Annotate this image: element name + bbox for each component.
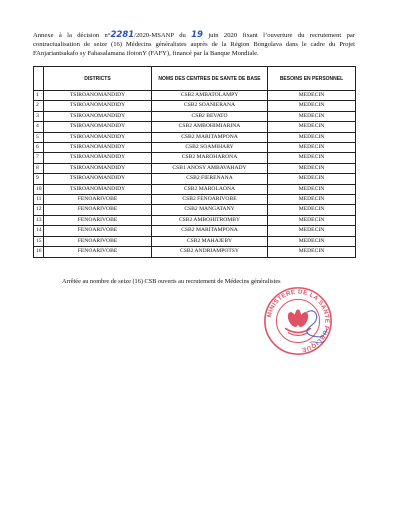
recruitment-table	[33, 66, 356, 258]
cell-district: FENOARIVOBE	[44, 215, 152, 225]
footer-note: Arrêtée au nombre de seize (16) CSB ouverts au recrutement de Médecins généralistes	[62, 278, 281, 285]
decision-day-handwritten: 19	[191, 30, 203, 40]
cell-besoin: MEDECIN	[268, 184, 356, 194]
table-header-row	[34, 67, 356, 91]
cell-besoin: MEDECIN	[268, 205, 356, 215]
cell-centre: CSB2 BEVATO	[152, 111, 268, 121]
cell-centre: CSB2 MAROHARONA	[152, 153, 268, 163]
cell-centre: CSB2 ANDRIAMPOTSY	[152, 247, 268, 257]
cell-num: 15	[34, 236, 44, 246]
cell-district: FENOARIVOBE	[44, 226, 152, 236]
table-row	[34, 122, 356, 132]
table-row	[34, 153, 356, 163]
intro-paragraph	[33, 31, 355, 58]
cell-besoin: MEDECIN	[268, 163, 356, 173]
table-row	[34, 226, 356, 236]
table-row	[34, 132, 356, 142]
table-row	[34, 236, 356, 246]
cell-num: 10	[34, 184, 44, 194]
cell-besoin: MEDECIN	[268, 174, 356, 184]
cell-centre: CSB2 FIERENANA	[152, 174, 268, 184]
cell-num: 5	[34, 132, 44, 142]
cell-besoin: MEDECIN	[268, 226, 356, 236]
intro-mid: /2020-MSANP du	[134, 32, 192, 39]
cell-centre: CSB2 MARITAMPONA	[152, 226, 268, 236]
cell-num: 7	[34, 153, 44, 163]
table-row	[34, 215, 356, 225]
cell-besoin: MEDECIN	[268, 101, 356, 111]
cell-district: FENOARIVOBE	[44, 236, 152, 246]
table-row	[34, 111, 356, 121]
cell-district: FENOARIVOBE	[44, 247, 152, 257]
cell-centre: CSB2 MAHAJEBY	[152, 236, 268, 246]
cell-num: 16	[34, 247, 44, 257]
table-row	[34, 163, 356, 173]
cell-centre: CSB2 MAROLAONA	[152, 184, 268, 194]
table-row	[34, 247, 356, 257]
cell-num: 9	[34, 174, 44, 184]
cell-centre: CSB2 AMBOHITROMBY	[152, 215, 268, 225]
cell-centre: CSB2 MANGATANY	[152, 205, 268, 215]
cell-centre: CSB2 AMBATOLAMPY	[152, 91, 268, 101]
cell-district: TSIROANOMANDIDY	[44, 184, 152, 194]
cell-num: 11	[34, 195, 44, 205]
table-row	[34, 91, 356, 101]
cell-district: FENOARIVOBE	[44, 205, 152, 215]
cell-district: TSIROANOMANDIDY	[44, 122, 152, 132]
cell-besoin: MEDECIN	[268, 247, 356, 257]
cell-besoin: MEDECIN	[268, 195, 356, 205]
table-row	[34, 184, 356, 194]
cell-district: FENOARIVOBE	[44, 195, 152, 205]
ministry-seal-stamp	[262, 285, 334, 357]
table-row	[34, 195, 356, 205]
cell-district: TSIROANOMANDIDY	[44, 101, 152, 111]
table-body	[34, 91, 356, 258]
cell-centre: CSB1 ANOSY AMBAVAHADY	[152, 163, 268, 173]
decision-number-handwritten: 2281	[110, 30, 135, 40]
intro-prefix: Annexe à la décision n°	[33, 32, 111, 39]
cell-besoin: MEDECIN	[268, 236, 356, 246]
header-centres: NOMS DES CENTRES DE SANTE DE BASE	[152, 67, 268, 91]
cell-district: TSIROANOMANDIDY	[44, 163, 152, 173]
cell-centre: CSB2 MARITAMPONA	[152, 132, 268, 142]
header-districts: DISTRICTS	[44, 67, 152, 91]
cell-district: TSIROANOMANDIDY	[44, 91, 152, 101]
table-row	[34, 101, 356, 111]
cell-centre: CSB2 SOAMIHARY	[152, 143, 268, 153]
cell-num: 1	[34, 91, 44, 101]
table-row	[34, 205, 356, 215]
cell-num: 8	[34, 163, 44, 173]
cell-besoin: MEDECIN	[268, 153, 356, 163]
cell-district: TSIROANOMANDIDY	[44, 132, 152, 142]
cell-num: 2	[34, 101, 44, 111]
cell-num: 14	[34, 226, 44, 236]
cell-district: TSIROANOMANDIDY	[44, 111, 152, 121]
cell-district: TSIROANOMANDIDY	[44, 174, 152, 184]
cell-centre: CSB2 AMBOHIMIARINA	[152, 122, 268, 132]
header-besoins: BESOINS EN PERSONNEL	[268, 67, 356, 91]
cell-num: 6	[34, 143, 44, 153]
cell-centre: CSB2 SOANIERANA	[152, 101, 268, 111]
intro-rest: juin 2020 fixant l’ouverture du recrutement par contractualisation de seize (16) Médecins généralistes auprès de la Région Bongolava dans le cadre du Projet FAnjariantsakafo sy Fahasalamana ifotonY (FAFY), financé par la Banque Mondiale.	[33, 32, 356, 57]
seal-outer-text: MINISTERE DE LA SANTE PUBLIQUE	[265, 288, 331, 354]
cell-besoin: MEDECIN	[268, 143, 356, 153]
header-num	[34, 67, 44, 91]
cell-centre: CSB2 FENOARIVOBE	[152, 195, 268, 205]
cell-district: TSIROANOMANDIDY	[44, 153, 152, 163]
cell-besoin: MEDECIN	[268, 132, 356, 142]
table-row	[34, 174, 356, 184]
cell-besoin: MEDECIN	[268, 215, 356, 225]
cell-besoin: MEDECIN	[268, 122, 356, 132]
cell-num: 13	[34, 215, 44, 225]
cell-num: 4	[34, 122, 44, 132]
cell-num: 12	[34, 205, 44, 215]
cell-besoin: MEDECIN	[268, 91, 356, 101]
cell-besoin: MEDECIN	[268, 111, 356, 121]
cell-district: TSIROANOMANDIDY	[44, 143, 152, 153]
cell-num: 3	[34, 111, 44, 121]
table-row	[34, 143, 356, 153]
